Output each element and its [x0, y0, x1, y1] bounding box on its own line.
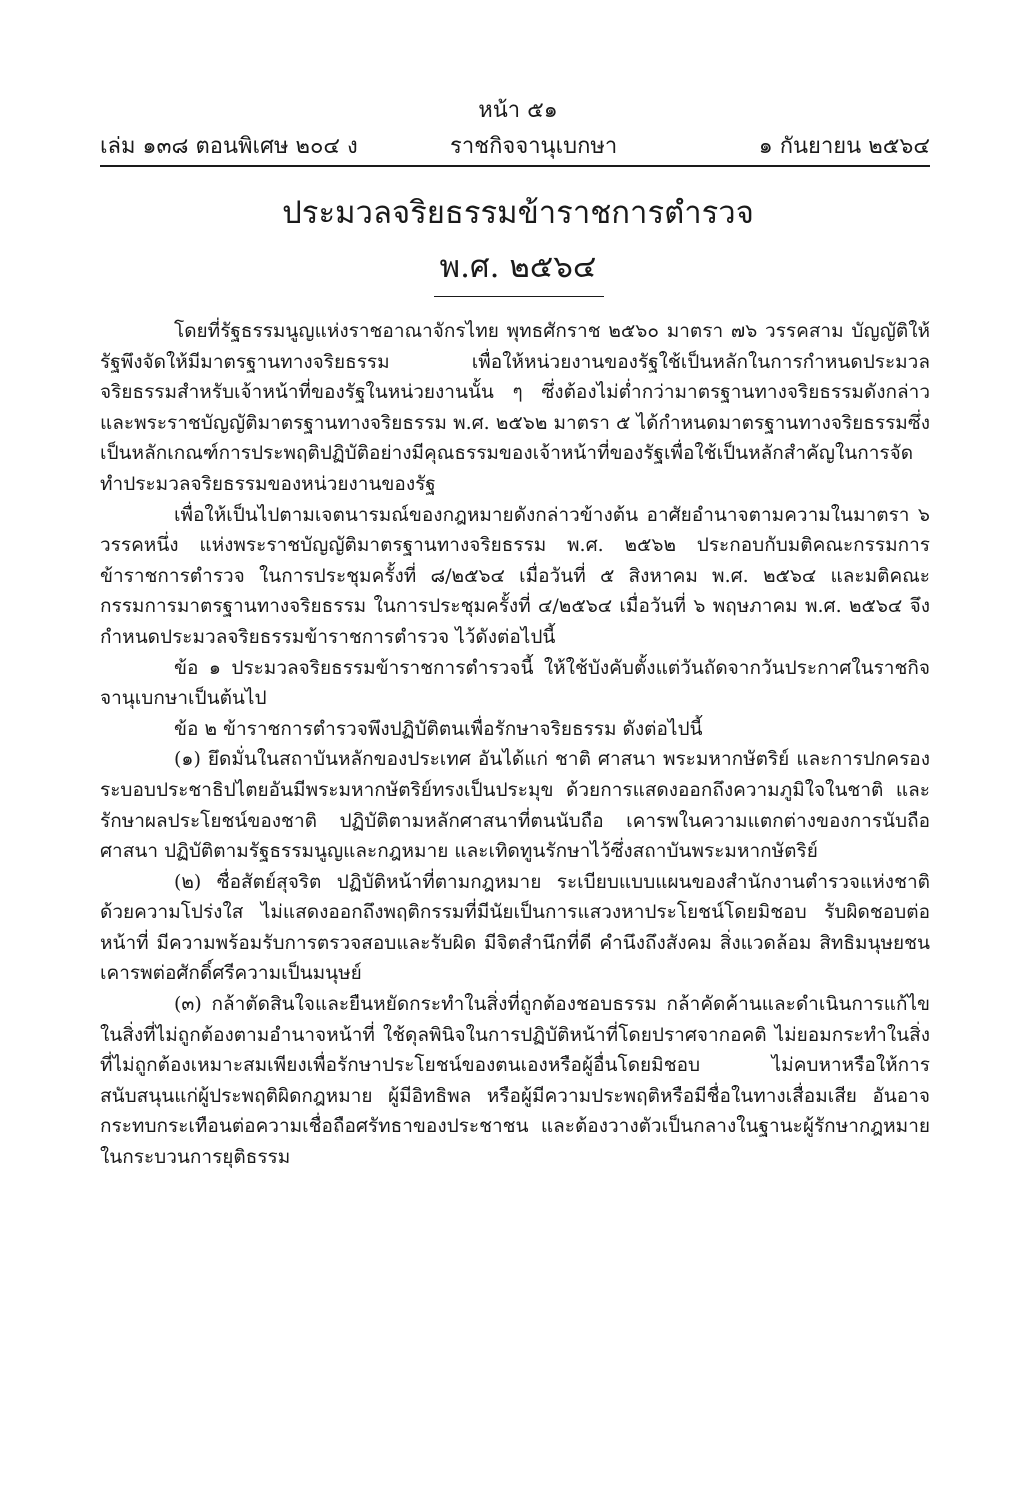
gazette-header	[100, 132, 930, 164]
gazette-name: ราชกิจจานุเบกษา	[450, 134, 618, 159]
paragraph-authority: เพื่อให้เป็นไปตามเจตนารมณ์ของกฎหมายดังกล่าวข้างต้น อาศัยอำนาจตามความในมาตรา ๖ วรรคหนึ่ง แห่งพระราชบัญญัติมาตรฐานทางจริยธรรม พ.ศ. ๒๕๖๒ ประกอบกับมติคณะกรรมการข้าราชการตำรวจ ในการประชุมครั้งที่ ๘/๒๕๖๔ เมื่อวันที่ ๕ สิงหาคม พ.ศ. ๒๕๖๔ และมติคณะกรรมการมาตรฐานทางจริยธรรม ในการประชุมครั้งที่ ๔/๒๕๖๔ เมื่อวันที่ ๖ พฤษภาคม พ.ศ. ๒๕๖๔ จึงกำหนดประมวลจริยธรรมข้าราชการตำรวจ ไว้ดังต่อไปนี้	[100, 503, 930, 648]
paragraph-clause-2: ข้อ ๒ ข้าราชการตำรวจพึงปฏิบัติตนเพื่อรักษาจริยธรรม ดังต่อไปนี้	[174, 717, 703, 740]
header-divider	[100, 165, 930, 167]
paragraph-preamble: โดยที่รัฐธรรมนูญแห่งราชอาณาจักรไทย พุทธศักราช ๒๕๖๐ มาตรา ๗๖ วรรคสาม บัญญัติให้รัฐพึงจัดให้มีมาตรฐานทางจริยธรรม เพื่อให้หน่วยงานของรัฐใช้เป็นหลักในการกำหนดประมวลจริยธรรมสำหรับเจ้าหน้าที่ของรัฐในหน่วยงานนั้น ๆ ซึ่งต้องไม่ต่ำกว่ามาตรฐานทางจริยธรรมดังกล่าว และพระราชบัญญัติมาตรฐานทางจริยธรรม พ.ศ. ๒๕๖๒ มาตรา ๕ ได้กำหนดมาตรฐานทางจริยธรรมซึ่งเป็นหลักเกณฑ์การประพฤติปฏิบัติอย่างมีคุณธรรมของเจ้าหน้าที่ของรัฐเพื่อใช้เป็นหลักสำคัญในการจัดทำประมวลจริยธรรมของหน่วยงานของรัฐ	[100, 320, 930, 495]
title-divider	[434, 296, 604, 297]
paragraph-clause-1: ข้อ ๑ ประมวลจริยธรรมข้าราชการตำรวจนี้ ให้ใช้บังคับตั้งแต่วันถัดจากวันประกาศในราชกิจจานุเบกษาเป็นต้นไป	[100, 656, 930, 710]
document-title: ประมวลจริยธรรมข้าราชการตำรวจ	[282, 195, 754, 231]
paragraph-item-2: (๒) ซื่อสัตย์สุจริต ปฏิบัติหน้าที่ตามกฎหมาย ระเบียบแบบแผนของสำนักงานตำรวจแห่งชาติด้วยความโปร่งใส ไม่แสดงออกถึงพฤติกรรมที่มีนัยเป็นการแสวงหาประโยชน์โดยมิชอบ รับผิดชอบต่อหน้าที่ มีความพร้อมรับการตรวจสอบและรับผิด มีจิตสำนึกที่ดี คำนึงถึงสังคม สิ่งแวดล้อม สิทธิมนุษยชน เคารพต่อศักดิ์ศรีความเป็นมนุษย์	[100, 870, 930, 985]
paragraph-item-3: (๓) กล้าตัดสินใจและยืนหยัดกระทำในสิ่งที่ถูกต้องชอบธรรม กล้าคัดค้านและดำเนินการแก้ไขในสิ่งที่ไม่ถูกต้องตามอำนาจหน้าที่ ใช้ดุลพินิจในการปฏิบัติหน้าที่โดยปราศจากอคติ ไม่ยอมกระทำในสิ่งที่ไม่ถูกต้องเหมาะสมเพียงเพื่อรักษาประโยชน์ของตนเองหรือผู้อื่นโดยมิชอบ ไม่คบหาหรือให้การสนับสนุนแก่ผู้ประพฤติผิดกฎหมาย ผู้มีอิทธิพล หรือผู้มีความประพฤติหรือมีชื่อในทางเสื่อมเสีย อันอาจกระทบกระเทือนต่อความเชื่อถือศรัทธาของประชาชน และต้องวางตัวเป็นกลางในฐานะผู้รักษากฎหมายในกระบวนการยุติธรรม	[100, 993, 930, 1169]
paragraph-item-1: (๑) ยึดมั่นในสถาบันหลักของประเทศ อันได้แก่ ชาติ ศาสนา พระมหากษัตริย์ และการปกครองระบอบประชาธิปไตยอันมีพระมหากษัตริย์ทรงเป็นประมุข ด้วยการแสดงออกถึงความภูมิใจในชาติ และรักษาผลประโยชน์ของชาติ ปฏิบัติตามหลักศาสนาที่ตนนับถือ เคารพในความแตกต่างของการนับถือศาสนา ปฏิบัติตามรัฐธรรมนูญและกฎหมาย และเทิดทูนรักษาไว้ซึ่งสถาบันพระมหากษัตริย์	[100, 748, 930, 863]
page-number: หน้า ๕๑	[478, 98, 558, 123]
document-body	[100, 316, 930, 1173]
volume-issue: เล่ม ๑๓๘ ตอนพิเศษ ๒๐๔ ง	[100, 134, 358, 159]
document-year: พ.ศ. ๒๕๖๔	[439, 249, 597, 285]
publication-date: ๑ กันยายน ๒๕๖๔	[758, 134, 930, 159]
